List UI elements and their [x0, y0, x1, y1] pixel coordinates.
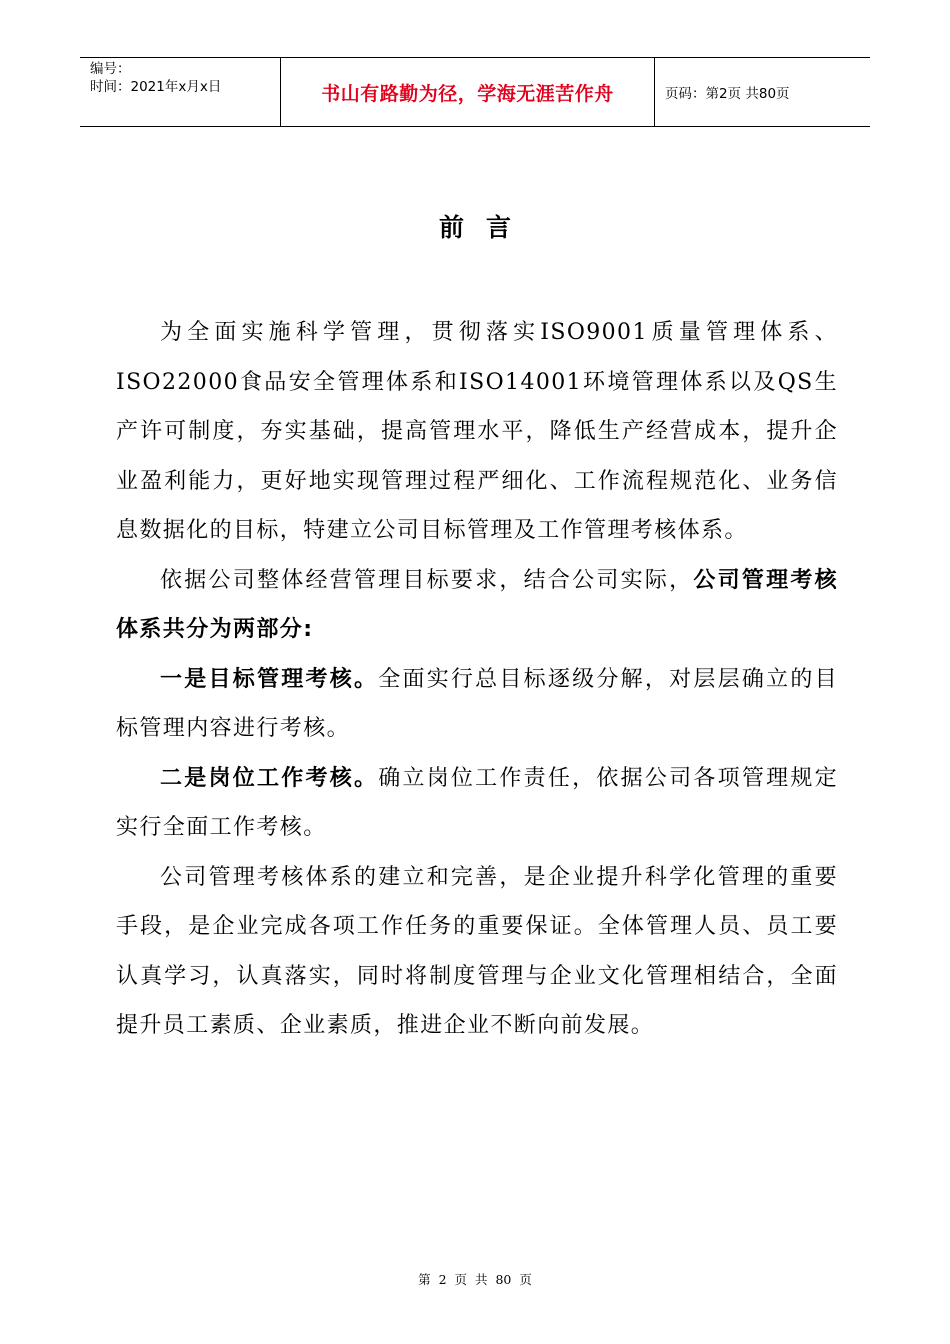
page-title: 前言	[438, 213, 533, 242]
header-meta	[80, 58, 281, 126]
page-footer: 第 2 页 共 80 页	[418, 1272, 532, 1287]
paragraph-1: 为全面实施科学管理，贯彻落实ISO9001质量管理体系、ISO22000食品安全管理体系和ISO14001环境管理体系以及QS生产许可制度，夯实基础，提高管理水平，降低生产经营成本，提升企业盈利能力，更好地实现管理过程严细化、工作流程规范化、业务信息数据化的目标，特建立公司目标管理及工作管理考核体系。	[116, 320, 838, 543]
paragraph-2	[116, 556, 838, 655]
paragraph-4-heading: 二是岗位工作考核。	[160, 765, 379, 791]
paragraph-4	[116, 754, 838, 853]
header-motto: 书山有路勤为径，学海无涯苦作舟	[281, 58, 655, 126]
paragraph-3-heading: 一是目标管理考核。	[160, 666, 379, 692]
paragraph-4-text: 确立岗位工作责任，依据公司各项管理规定实行全面工作考核。	[116, 765, 838, 840]
paragraph-5: 公司管理考核体系的建立和完善，是企业提升科学化管理的重要手段，是企业完成各项工作任务的重要保证。全体管理人员、员工要认真学习，认真落实，同时将制度管理与企业文化管理相结合，全面提升员工素质、企业素质，推进企业不断向前发展。	[116, 864, 838, 1038]
doc-number-label: 编号：	[90, 61, 131, 77]
paragraph-3	[116, 655, 838, 754]
doc-date-label: 时间：2021年x月x日	[90, 79, 222, 95]
paragraph-2-text: 依据公司整体经营管理目标要求，结合公司实际，	[160, 567, 694, 593]
document-body	[116, 308, 838, 1051]
header-page-info: 页码：第2页 共80页	[665, 86, 790, 102]
paragraph-3-text: 全面实行总目标逐级分解，对层层确立的目标管理内容进行考核。	[116, 666, 838, 741]
paragraph-2-emphasis: 公司管理考核体系共分为两部分:	[116, 567, 838, 642]
page-header	[80, 57, 870, 127]
